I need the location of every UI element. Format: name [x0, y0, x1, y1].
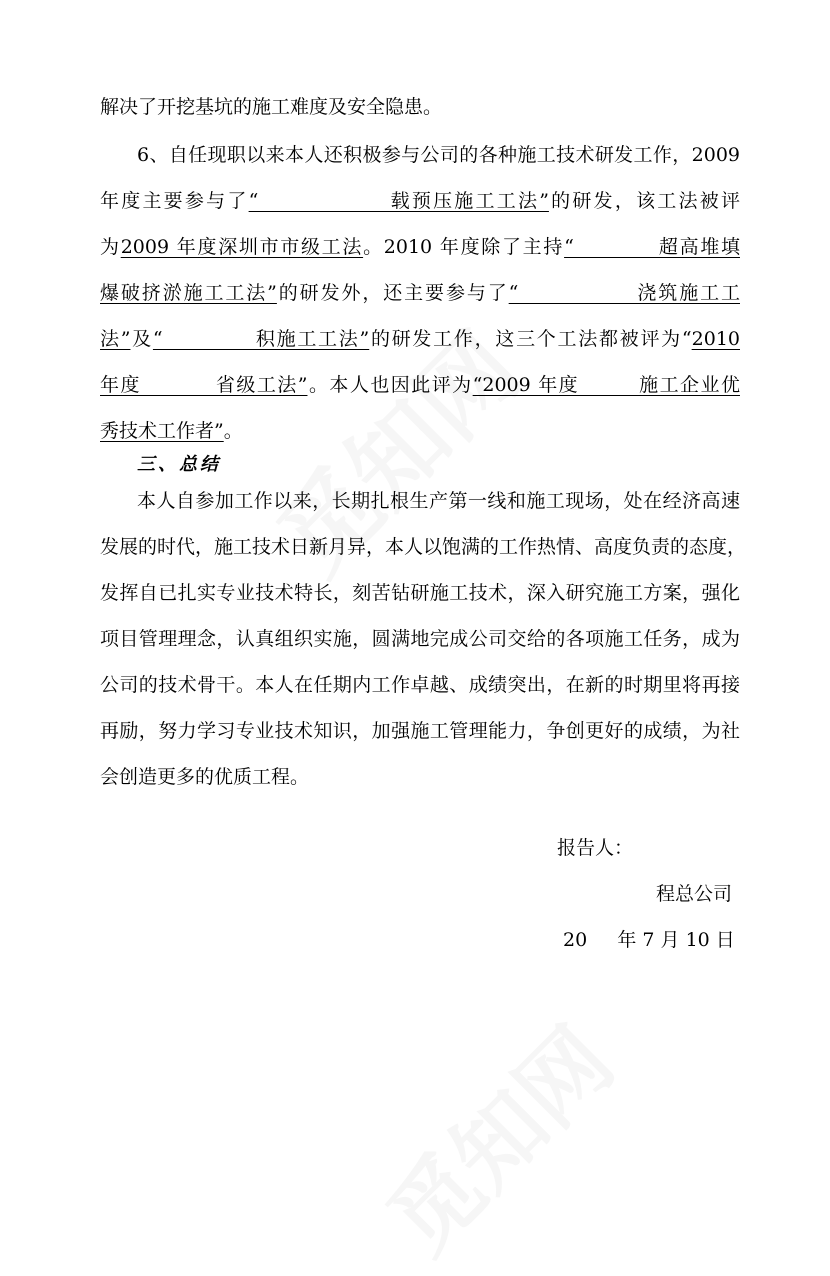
summary-line-3: 发挥自已扎实专业技术特长，刻苦钻研施工技术，深入研究施工方案，强化: [100, 582, 740, 604]
summary-line-6: 再励，努力学习专业技术知识，加强施工管理能力，争创更好的成绩，为社: [100, 720, 740, 742]
award-2009: 2009 年度深圳市市级工法: [120, 236, 364, 258]
reporter-label: 报告人：: [557, 837, 634, 859]
method-name-3a: “ 浇筑施工工: [508, 282, 740, 304]
section-heading-summary: 三、总结: [137, 454, 221, 475]
summary-line-1: 本人自参加工作以来，长期扎根生产第一线和施工现场，处在经济高速: [137, 490, 740, 512]
item6-line-6: 年度 省级工法”。本人也因此评为“2009 年度 施工企业优: [100, 374, 740, 396]
method-name-2b: 爆破挤淤施工工法”: [100, 282, 277, 304]
intro-end-line: 解决了开挖基坑的施工难度及安全隐患。: [100, 96, 443, 118]
item6-line-4: 爆破挤淤施工工法”的研发外，还主要参与了“ 浇筑施工工: [100, 282, 740, 304]
method-name-2a: “ 超高堆填: [564, 236, 740, 258]
company-name: 程总公司: [656, 883, 733, 905]
method-name-1: “ 载预压施工工法”: [248, 190, 549, 212]
method-name-3b: 法”: [100, 328, 131, 350]
watermark: [354, 994, 637, 1276]
method-name-4: “ 积施工工法”: [152, 328, 370, 350]
item6-line-1: 6、自任现职以来本人还积极参与公司的各种施工技术研发工作，2009: [137, 144, 740, 166]
award-personal-a: “2009 年度 施工企业优: [472, 374, 740, 396]
summary-line-5: 公司的技术骨干。本人在任期内工作卓越、成绩突出，在新的时期里将再接: [100, 674, 740, 696]
report-date: 20 年 7 月 10 日: [563, 929, 735, 951]
summary-line-7: 会创造更多的优质工程。: [100, 766, 310, 788]
item6-line-7: 秀技术工作者”。: [100, 420, 243, 442]
item6-line-5: 法”及“ 积施工工法”的研发工作，这三个工法都被评为“2010: [100, 328, 740, 350]
summary-line-2: 发展的时代，施工技术日新月异，本人以饱满的工作热情、高度负责的态度，: [100, 536, 747, 558]
award-2010a: 2010: [691, 328, 740, 350]
summary-line-4: 项目管理理念，认真组织实施，圆满地完成公司交给的各项施工任务，成为: [100, 628, 740, 650]
award-personal-b: 秀技术工作者”: [100, 420, 224, 442]
award-2010b: 年度 省级工法”: [100, 374, 308, 396]
item6-line-3: 为2009 年度深圳市市级工法。2010 年度除了主持“ 超高堆填: [100, 236, 740, 258]
item6-line-2: 年度主要参与了“ 载预压施工工法”的研发，该工法被评: [100, 190, 740, 212]
